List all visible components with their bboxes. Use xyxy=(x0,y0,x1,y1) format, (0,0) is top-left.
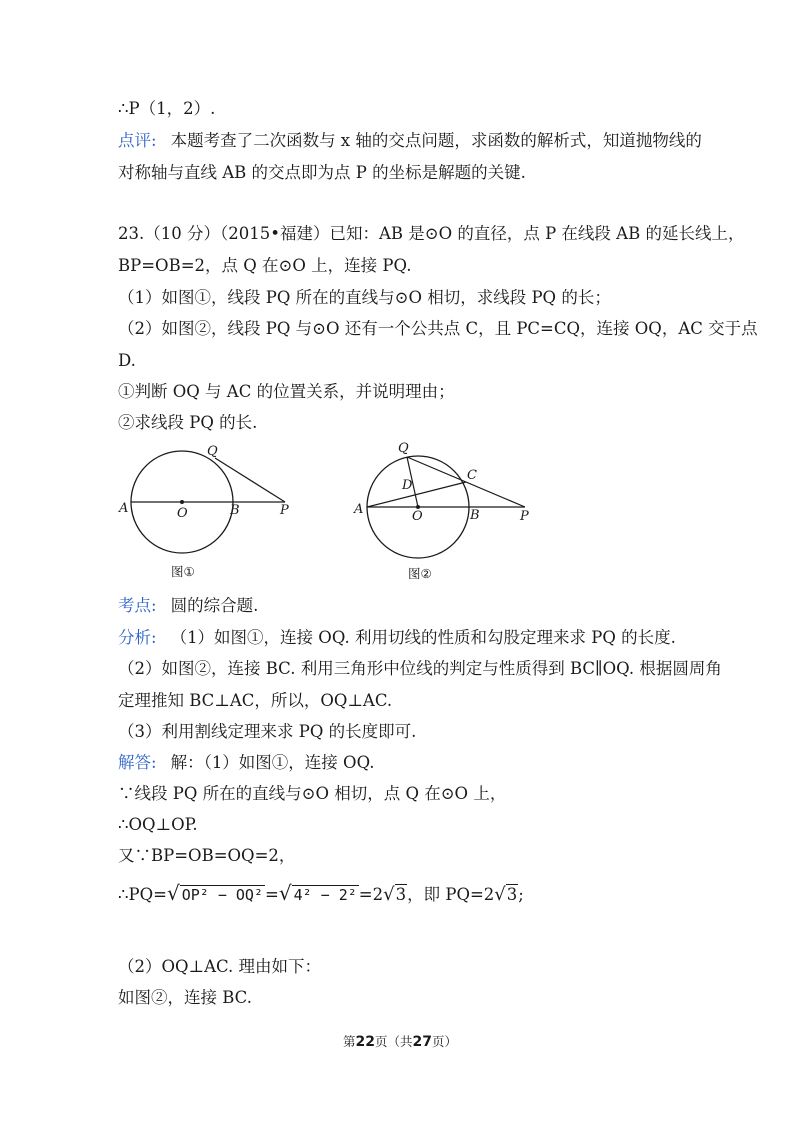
previous-conclusion: ∴P（1，2）. xyxy=(118,99,216,118)
fig1-label-o: O xyxy=(177,506,188,521)
eq-equals: = xyxy=(264,885,279,904)
figure-1 xyxy=(115,440,315,585)
fig1-label-p: P xyxy=(280,503,289,518)
eq-radical-3: √3 xyxy=(383,884,407,905)
fig1-line-qp xyxy=(215,458,285,502)
fig2-label-a: A xyxy=(354,502,364,517)
problem-line-6: ①判断 OQ 与 AC 的位置关系，并说明理由； xyxy=(118,382,455,401)
fenxi-label: 分析: xyxy=(118,628,157,647)
jieda-line-2: ∵线段 PQ 所在的直线与⊙O 相切，点 Q 在⊙O 上， xyxy=(118,784,507,803)
problem-line-4: （2）如图②，线段 PQ 与⊙O 还有一个公共点 C，且 PC=CQ，连接 OQ，AC 交于点 xyxy=(118,319,758,338)
footer-pre: 第 xyxy=(342,1034,356,1049)
fig1-caption: 图① xyxy=(171,564,195,579)
fenxi-text-1: （1）如图①，连接 OQ. 利用切线的性质和勾股定理来求 PQ 的长度. xyxy=(170,628,676,647)
fig1-label-a: A xyxy=(119,501,129,516)
eq-tail: ，即 PQ=2 xyxy=(407,885,495,904)
jieda-label: 解答: xyxy=(118,753,157,772)
review-line-1 xyxy=(118,130,702,152)
footer-mid: 页（共 xyxy=(374,1034,413,1049)
kaodian-text: 圆的综合题. xyxy=(170,596,259,615)
jieda-line-7: 如图②，连接 BC. xyxy=(118,988,252,1007)
eq-radicand-2: 4² − 2² xyxy=(293,886,357,904)
eq-radical-1: √ OP² − OQ² xyxy=(166,881,263,905)
fig1-center-dot xyxy=(180,500,184,504)
footer-page-number: 22 xyxy=(355,1034,375,1050)
problem-line-5: D. xyxy=(118,351,136,370)
footer-total-pages: 27 xyxy=(412,1034,432,1050)
fig2-label-c: C xyxy=(467,468,477,483)
eq-radicand-4: 3 xyxy=(506,885,518,904)
jieda-text-1: 解：（1）如图①，连接 OQ. xyxy=(170,753,375,772)
problem-line-3: （1）如图①，线段 PQ 所在的直线与⊙O 相切，求线段 PQ 的长； xyxy=(118,288,611,307)
problem-line-1: 23.（10 分）（2015•福建）已知：AB 是⊙O 的直径，点 P 在线段 AB 的延长线上， xyxy=(118,224,745,243)
fig2-label-q: Q xyxy=(398,441,409,456)
kaodian-label: 考点: xyxy=(118,596,157,615)
fig2-label-o: O xyxy=(412,509,423,524)
review-text-1: 本题考查了二次函数与 x 轴的交点问题，求函数的解析式，知道抛物线的 xyxy=(170,131,702,150)
problem-line-2: BP=OB=2，点 Q 在⊙O 上，连接 PQ. xyxy=(118,256,412,275)
eq-radicand-3: 3 xyxy=(395,885,407,904)
jieda-line-3: ∴OQ⊥OP. xyxy=(118,815,198,834)
review-line-2: 对称轴与直线 AB 的交点即为点 P 的坐标是解题的关键. xyxy=(118,163,526,182)
fig2-line-ac xyxy=(367,482,466,507)
fenxi-line-4: （3）利用割线定理来求 PQ 的长度即可. xyxy=(118,722,417,741)
fenxi-line-2: （2）如图②，连接 BC. 利用三角形中位线的判定与性质得到 BC∥OQ. 根据圆周角 xyxy=(118,659,722,678)
jieda-line-4: 又∵BP=OB=OQ=2， xyxy=(118,846,296,865)
eq-prefix: ∴PQ= xyxy=(118,885,167,904)
fig2-label-d: D xyxy=(402,478,413,493)
fenxi-line-1 xyxy=(118,627,676,649)
eq-radical-2: √ 4² − 2² xyxy=(278,881,357,905)
eq-mid: =2 xyxy=(358,885,384,904)
review-label: 点评: xyxy=(118,131,157,150)
fig1-label-q: Q xyxy=(207,444,218,459)
fenxi-line-3: 定理推知 BC⊥AC，所以，OQ⊥AC. xyxy=(118,691,393,710)
fig2-label-b: B xyxy=(470,508,480,523)
footer-post: 页） xyxy=(431,1034,457,1049)
jieda-equation xyxy=(118,880,524,908)
jieda-line-6: （2）OQ⊥AC. 理由如下： xyxy=(118,957,322,976)
page-footer xyxy=(0,1032,800,1050)
jieda-line-1 xyxy=(118,752,375,774)
eq-end: ; xyxy=(518,885,524,904)
eq-radicand-1: OP² − OQ² xyxy=(181,886,263,904)
kaodian-line xyxy=(118,595,258,617)
fig2-caption: 图② xyxy=(408,566,432,581)
fig2-label-p: P xyxy=(520,509,529,524)
problem-line-7: ②求线段 PQ 的长. xyxy=(118,413,258,432)
eq-radical-4: √3 xyxy=(494,884,518,905)
figure-2 xyxy=(350,438,550,588)
fig1-label-b: B xyxy=(230,503,240,518)
